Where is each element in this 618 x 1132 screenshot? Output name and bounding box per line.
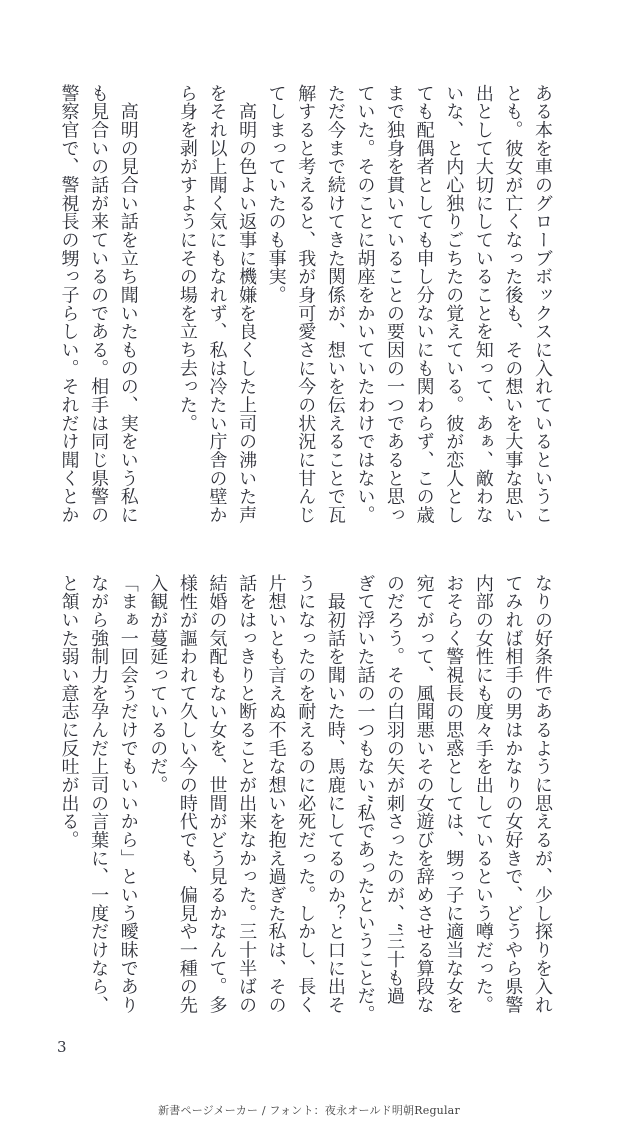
- page-number: 3: [57, 1038, 67, 1056]
- text-column: いな、と内心独りごちたの覚えている。彼が恋人とし: [443, 84, 465, 524]
- blank-column: [143, 84, 173, 529]
- text-column: 解すると考えると、我が身可愛さに今の状況に甘んじ: [295, 84, 317, 524]
- text-column: 話をはっきりと断ることが出来なかった。三十半ばの: [236, 574, 258, 1014]
- text-column: と頷いた弱い意志に反吐が出る。: [58, 574, 80, 849]
- text-column: なりの好条件であるように思えるが、少し探りを入れ: [532, 574, 553, 1014]
- text-column: 内部の女性にも度々手を出しているという噂だった。: [472, 574, 494, 1014]
- text-column: うになったのを耐えるのに必死だった。しかし、長く: [295, 574, 317, 1014]
- bottom-text-block: [54, 574, 557, 1024]
- text-column: てみれば相手の男はかなりの女好きで、どうやら県警: [502, 574, 524, 1014]
- text-column: 高明の色よい返事に機嫌を良くした上司の沸いた声: [236, 84, 258, 524]
- text-column: おそらく警視長の思惑としては、甥っ子に適当な女を: [443, 574, 465, 1014]
- text-column: ある本を車のグローブボックスに入れているというこ: [532, 84, 553, 524]
- text-column: 入観が蔓延っているのだ。: [147, 574, 169, 794]
- text-column: も見合いの話が来ているのである。相手は同じ県警の: [88, 84, 110, 524]
- text-column: をそれ以上聞く気にもなれず、私は冷たい庁舎の壁か: [206, 84, 228, 524]
- text-column: とも。彼女が亡くなった後も、その想いを大事な思い: [502, 84, 524, 524]
- top-text-block: [54, 84, 557, 529]
- text-column: ぎて浮いた話の一つもない”私であったということだ。: [354, 574, 376, 1024]
- footer-credit: 新書ページメーカー / フォント：夜永オールド明朝Regular: [158, 1104, 460, 1117]
- text-column: ていた。そのことに胡座をかいていたわけではない。: [354, 84, 376, 524]
- text-column: ら身を剥がすようにその場を立ち去った。: [176, 84, 198, 433]
- text-column: ながら強制力を孕んだ上司の言葉に、一度だけなら、: [88, 574, 110, 1014]
- text-column: ても配偶者としても申し分ないにも関わらず、この歳: [413, 84, 435, 524]
- text-column: 最初話を聞いた時、馬鹿にしてるのか？と口に出そ: [324, 574, 346, 1014]
- text-column: 「まぁ一回会うだけでもいいから」という曖昧であり: [117, 574, 139, 1014]
- text-column: 警察官で、警視長の甥っ子らしい。それだけ聞くとか: [58, 84, 80, 524]
- text-column: まで独身を貫いていることの要因の一つであると思っ: [384, 84, 406, 524]
- text-column: てしまっていたのも事実。: [265, 84, 287, 304]
- text-column: 片想いとも言えぬ不毛な想いを抱え過ぎた私は、その: [265, 574, 287, 1014]
- text-column: 結婚の気配もない女を、世間がどう見るかなんて。多: [206, 574, 228, 1014]
- text-column: 高明の見合い話を立ち聞いたものの、実をいう私に: [117, 84, 139, 524]
- text-column: 宛てがって、風聞悪いその女遊びを辞めさせる算段な: [413, 574, 435, 1014]
- text-column: のだろう。その白羽の矢が刺さったのが、“三十も過: [384, 574, 406, 1006]
- text-column: 出として大切にしていることを知って、あぁ、敵わな: [472, 84, 494, 524]
- text-column: 様性が謳われて久しい今の時代でも、偏見や一種の先: [176, 574, 198, 1014]
- text-column: ただ今まで続けてきた関係が、想いを伝えることで瓦: [324, 84, 346, 524]
